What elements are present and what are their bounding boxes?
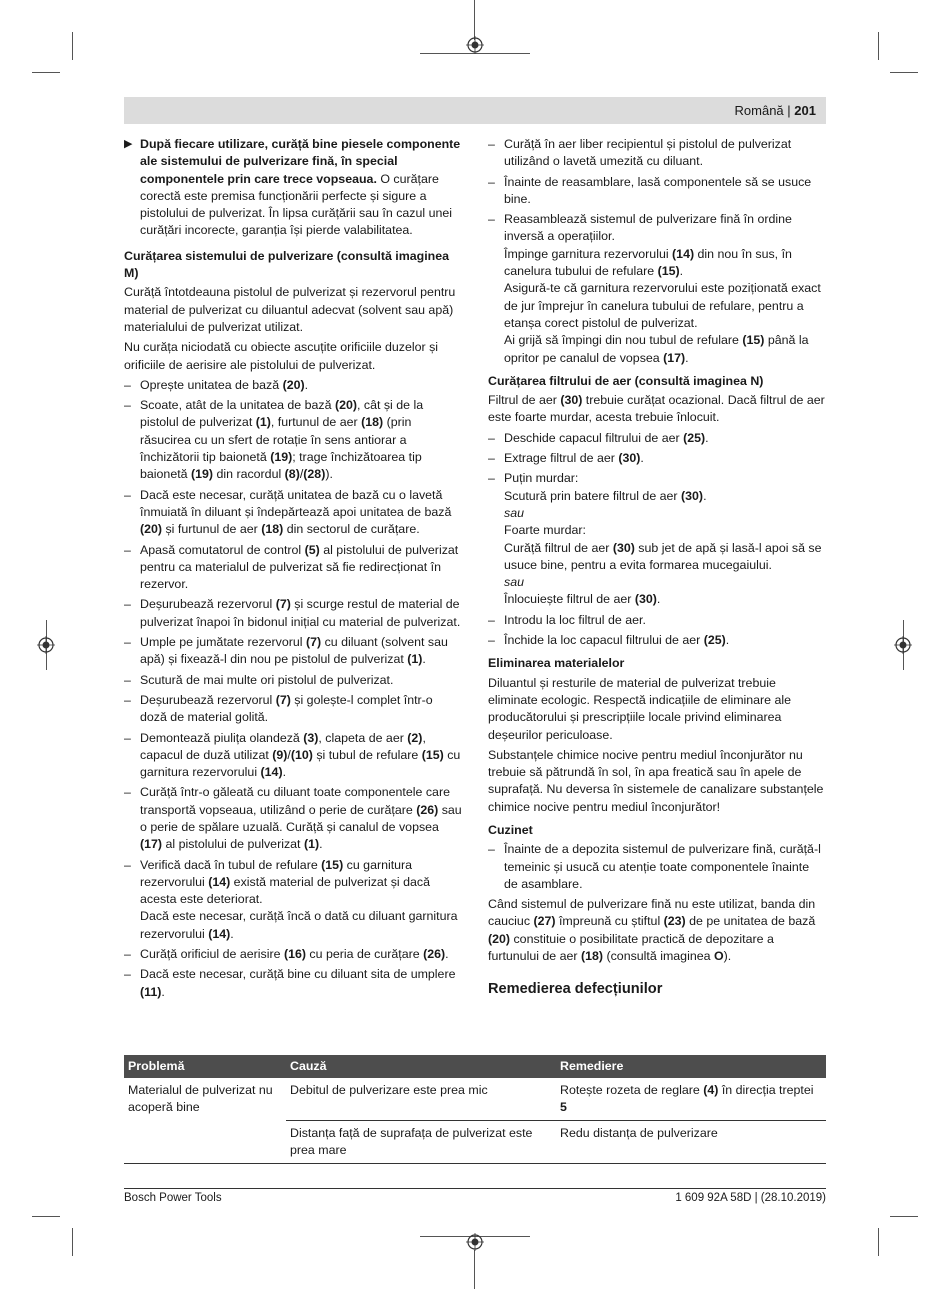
part-ref: (9) [272,747,288,762]
intro-rest: O curățare corectă este premisa funcționării perfecte și sigure a pistolului de pulverizat. În lipsa curățării sau în cazul unei curățări incorecte, garanția își pierde valabilitatea. [140,171,452,238]
cleaning-steps-list [124,377,462,1001]
text-run: , furtunul de aer [270,415,362,430]
text-run: sau o perie de spălare uzuală. Curăță și canalul de vopsea [140,802,462,834]
list-item-text [504,175,811,206]
list-item-text [504,431,709,445]
dash-bullet-icon: – [124,398,131,413]
part-ref: (15) [742,333,765,348]
part-ref: (17) [663,350,686,365]
section-heading-filter: Curățarea filtrului de aer (consultă imaginea N) [488,373,764,388]
list-item-text [504,842,821,891]
text-run: cu peria de curățare [305,947,424,962]
left-column [124,136,462,1004]
part-ref: (3) [303,730,319,745]
storage-steps-list [488,841,826,893]
text-run: Foarte murdar: [504,523,586,538]
table-cell-problem: Materialul de pulverizat nu acoperă bine [124,1078,286,1164]
list-item-text [140,858,458,941]
list-item-text [140,635,448,666]
list-item [488,136,826,171]
list-item-text [140,785,462,851]
part-ref: (7) [305,635,322,650]
troubleshooting-table [124,1055,826,1164]
text-run: din racordul [213,467,285,482]
text-run: . [161,984,165,999]
list-item [488,632,826,649]
text-run: cu diluant (solvent sau apă) și fixează-l din nou pe pistolul de pulverizat [140,635,448,667]
list-item [124,397,462,483]
text-run: de pe unitatea de bază [685,914,816,929]
list-item [488,470,826,608]
text-run: Redu distanța de pulverizare [560,1126,718,1140]
list-item [124,966,462,1001]
footer-brand: Bosch Power Tools [124,1192,222,1204]
text-run: și golește-l complet într-o doză de material golită. [140,692,433,725]
text-run: Apasă comutatorul de control [140,542,305,557]
part-ref: (18) [581,949,604,964]
list-item [124,634,462,669]
part-ref: (20) [140,522,163,537]
part-ref: (20) [282,377,305,392]
text-run: Curăță într-o găleată cu diluant toate componentele care transportă vopseaua, utilizând o perie de curățare [140,785,450,817]
list-item [124,692,462,727]
table-row [124,1078,826,1121]
part-ref: (18) [261,522,284,537]
dash-bullet-icon: – [124,692,131,707]
list-item-text [504,137,791,168]
part-ref: (20) [334,398,357,413]
text-run: / [299,467,304,482]
text-run: . [230,926,234,941]
dash-bullet-icon: – [488,174,495,189]
part-ref: (19) [270,450,293,465]
text-run: Scoate, atât de la unitatea de bază [140,398,335,413]
list-item-text [504,633,729,647]
text-run: (consultă imaginea [603,949,714,964]
intro-bold: După fiecare utilizare, curăță bine piesele componente ale sistemului de pulverizare fină, în special componentele prin care trece vopseaua. [140,137,461,186]
part-ref: (7) [275,597,291,612]
part-ref: (30) [681,488,704,503]
footer-doc-number: 1 609 92A 58D | (28.10.2019) [675,1192,826,1204]
text-run: cu garnitura rezervorului [140,857,413,889]
list-item [488,174,826,209]
header-text [735,103,816,118]
part-ref: (14) [208,874,231,889]
dash-bullet-icon: – [124,542,131,557]
crop-mark [474,1250,475,1289]
dash-bullet-icon: – [488,430,495,445]
part-ref: (23) [663,914,686,929]
text-run: Asigură-te că garnitura rezervorului este poziționată exact de jur împrejur în canelura tubului de refulare, pentru a etanșa corect pistolul de pulverizat. [504,281,821,330]
text-run: . [304,377,309,392]
column-header: Problemă [124,1055,286,1078]
text-run: al pistolului de pulverizat pentru ca materialul de pulverizat să fie redirecționat în rezervor. [140,542,459,592]
paragraph: Curăță întotdeauna pistolul de pulverizat și rezervorul pentru material de pulverizat cu diluantul adecvat (solvent sau apă) materialului de pulverizat utilizat. [124,285,456,334]
text-run: Înainte de a depozita sistemul de pulverizare fină, curăță-l temeinic și usucă cu atenție toate componentele înainte de asamblare. [504,842,821,891]
list-item [124,596,462,631]
list-item [124,377,462,394]
list-item-text [140,673,393,687]
list-item-text [140,543,458,592]
text-run: ). [723,949,732,964]
section-heading-cleaning: Curățarea sistemului de pulverizare (consultă imaginea M) [124,248,450,281]
text-run: Când sistemul de pulverizare fină nu este utilizat, banda din cauciuc [488,897,816,929]
text-run: . [705,430,709,445]
text-run: Deșurubează rezervorul [140,597,276,612]
dash-bullet-icon: – [124,377,131,392]
part-ref: (30) [612,540,635,555]
part-ref: (1) [407,652,423,667]
text-run: Introdu la loc filtrul de aer. [504,612,646,627]
text-run: (prin răsucirea cu un sfert de rotație în sens antiorar a închizătorii tip baionetă [140,415,412,465]
crop-mark [890,1216,918,1217]
text-run: Ai grijă să împingi din nou tubul de refulare [504,333,743,348]
text-run: Împinge garnitura rezervorului [504,246,673,261]
dash-bullet-icon: – [124,857,131,872]
bullet-arrow-icon: ▶ [124,138,133,150]
text-run: . [685,350,689,365]
column-header: Cauză [286,1055,556,1078]
crop-mark [474,0,475,40]
text-run: împreună cu știftul [555,914,664,929]
list-item [124,784,462,853]
dash-bullet-icon: – [488,451,495,466]
list-item-text [504,471,822,606]
text-run: . [703,488,707,503]
text-run: Deschide capacul filtrului de aer [504,430,684,445]
part-ref: (25) [683,430,706,445]
text-run: al pistolului de pulverizat [162,837,304,852]
header-separator: | [787,103,791,118]
paragraph [488,896,826,965]
text-run: Dacă este necesar, curăță bine cu diluant sita de umplere [140,967,456,982]
table-header-row [124,1055,826,1078]
text-run: Filtrul de aer [488,393,561,408]
part-ref: (26) [423,947,446,962]
paragraph: Nu curăța niciodată cu obiecte ascuțite orificiile duzelor și orificiile de aerisire ale pistolului de pulverizat. [124,340,439,372]
registration-mark-icon [466,36,484,54]
part-ref: (17) [140,837,163,852]
crop-mark [878,1228,879,1256]
part-ref: (26) [416,802,439,817]
list-item-text [140,488,451,537]
part-ref: (30) [560,393,583,408]
text-run: Dacă este necesar, curăță unitatea de bază cu o lavetă înmuiată în diluant și îndepărtează apoi unitatea de bază [140,487,452,519]
text-run: până la opritor pe canalul de vopsea [504,333,809,365]
text-run: Oprește unitatea de bază [140,377,283,392]
text-run: , capacul de duză utilizat [140,730,426,762]
list-item [124,946,462,963]
part-ref: (25) [703,633,726,648]
part-ref: (27) [533,914,556,929]
alt-word: sau [504,505,524,520]
list-item-text [140,378,308,392]
dash-bullet-icon: – [124,635,131,650]
part-ref: (7) [275,692,291,707]
dash-bullet-icon: – [488,212,495,227]
part-ref: (16) [283,947,306,962]
text-run: constituie o posibilitate practică de depozitare a furtunului de aer [488,931,774,964]
text-run: Demontează piulița olandeză [140,730,304,745]
list-item [488,612,826,629]
text-run: / [287,747,291,762]
dash-bullet-icon: – [124,947,131,962]
part-ref: (20) [488,931,511,946]
part-ref: (1) [255,415,271,430]
text-run: din sectorul de curățare. [283,522,420,537]
part-ref: (19) [190,467,214,482]
text-run: din nou în sus, în canelura tubului de refulare [504,246,792,279]
text-run: Umple pe jumătate rezervorul [140,635,306,650]
dash-bullet-icon: – [488,633,495,648]
part-ref: (14) [260,765,283,780]
crop-mark [32,72,60,73]
dash-bullet-icon: – [124,785,131,800]
list-item [124,542,462,594]
text-run: . [656,592,661,607]
part-ref: (14) [672,246,695,261]
text-run: . [640,451,644,466]
part-ref: (5) [304,542,320,557]
dash-bullet-icon: – [488,471,495,486]
paragraph [488,392,826,427]
list-item-text [140,967,455,998]
text-run: Închide la loc capacul filtrului de aer [504,633,704,648]
list-item [124,487,462,539]
text-run: Verifică dacă în tubul de refulare [140,857,322,872]
list-item-text [140,731,460,780]
list-item-text [504,451,644,465]
table-cell-remedy [556,1121,826,1164]
table-cell-cause: Debitul de pulverizare este prea mic [286,1078,556,1121]
text-run: Curăță filtrul de aer [504,540,613,555]
part-ref: (8) [284,467,300,482]
page-number: 201 [794,103,816,118]
text-run: ). [325,467,333,482]
crop-mark [32,1216,60,1217]
text-run: cu garnitura rezervorului [140,747,461,780]
text-run: Curăță în aer liber recipientul și pistolul de pulverizat utilizând o lavetă umezită cu diluant. [504,137,792,169]
text-run: și furtunul de aer [162,522,262,537]
text-run: . [282,765,287,780]
text-run: Înainte de reasamblare, lasă componentele să se usuce bine. [504,174,812,206]
paragraph: Diluantul și resturile de material de pulverizat trebuie eliminate ecologic. Respectă indicațiile de eliminare ale producătorului și prescripțiile locale privind eliminarea deșeurilor periculoase. [488,675,792,742]
text-run: și tubul de refulare [312,747,422,762]
crop-mark [72,1228,73,1256]
header-language: Română [734,103,784,118]
list-item [488,211,826,367]
list-item [488,450,826,467]
part-ref: O [713,949,724,964]
dash-bullet-icon: – [488,612,495,627]
crop-mark [72,32,73,60]
part-ref: (10) [290,747,313,762]
text-run: Dacă este necesar, curăță încă o dată cu diluant garnitura rezervorului [140,909,458,941]
part-ref: 5 [560,1100,567,1114]
registration-mark-icon [37,636,55,654]
text-run: . [319,837,323,852]
part-ref: (15) [321,857,344,872]
part-ref: (28) [303,467,326,482]
list-item [488,841,826,893]
crop-mark [878,32,879,60]
list-item-text [140,693,433,724]
dash-bullet-icon: – [124,967,131,982]
part-ref: (2) [407,730,423,745]
text-run: trebuie curățat ocazional. Dacă filtrul de aer este foarte murdar, acesta trebuie înlocuit. [488,393,825,425]
text-run: Puțin murdar: [504,471,579,486]
table-cell-cause: Distanța față de suprafața de pulverizat este prea mare [286,1121,556,1164]
section-heading-disposal: Eliminarea materialelor [488,656,625,671]
page-header [124,97,826,124]
dash-bullet-icon: – [488,842,495,857]
part-ref: (18) [361,415,384,430]
text-run: și scurge restul de material de pulverizat înapoi în bidonul inițial cu material de pulverizat. [140,597,461,629]
list-item-text [504,212,821,364]
section-heading-troubleshooting: Remedierea defecțiunilor [488,981,663,998]
part-ref: (30) [618,451,641,466]
text-run: Curăță orificiul de aerisire [140,947,284,962]
list-item [488,430,826,447]
part-ref: (1) [303,837,320,852]
text-run: în direcția treptei [718,1083,814,1097]
paragraph: Substanțele chimice nocive pentru mediul înconjurător nu trebuie să pătrundă în sol, în apa freatică sau în apele de suprafață. Nu deversa în sistemele de canalizare substanțele chimice nocive pentru mediul înconjurător! [488,747,824,814]
registration-mark-icon [894,636,912,654]
text-run: , clapeta de aer [318,730,408,745]
crop-mark [890,72,918,73]
list-item-text [140,947,449,961]
section-heading-storage: Cuzinet [488,822,533,837]
text-run: sub jet de apă și lasă-l apoi să se usuce bine, pentru a evita formarea mucegaiului. [504,540,822,572]
registration-mark-icon [466,1233,484,1251]
text-run: Extrage filtrul de aer [504,451,619,466]
alt-word: sau [504,575,524,590]
text-run: . [725,633,730,648]
part-ref: (14) [208,926,231,941]
list-item [124,857,462,943]
text-run: , cât și de la pistolul de pulverizat [140,398,424,430]
list-item-text [140,398,423,481]
text-run: Scutură de mai multe ori pistolul de pulverizat. [140,672,394,687]
dash-bullet-icon: – [124,487,131,502]
dash-bullet-icon: – [124,672,131,687]
text-run: . [445,947,449,962]
intro-warning [124,136,462,240]
list-item-text [140,597,460,628]
part-ref: (4) [703,1083,719,1097]
text-run: Reasamblează sistemul de pulverizare fină în ordine inversă a operațiilor. [504,212,792,244]
text-run: Înlocuiește filtrul de aer [504,592,635,607]
part-ref: (15) [657,264,680,279]
dash-bullet-icon: – [124,730,131,745]
part-ref: (30) [634,592,657,607]
text-run: Scutură prin batere filtrul de aer [504,488,682,503]
part-ref: (15) [421,747,444,762]
table-cell-remedy [556,1078,826,1121]
text-run: Deșurubează rezervorul [140,692,276,707]
list-item [124,730,462,782]
part-ref: (11) [140,984,162,999]
reassembly-steps-list [488,136,826,367]
filter-steps-list [488,430,826,650]
footer-divider [124,1188,826,1189]
column-header: Remediere [556,1055,826,1078]
list-item [124,672,462,689]
dash-bullet-icon: – [488,137,495,151]
text-run: . [422,652,426,667]
text-run: Rotește rozeta de reglare [560,1083,704,1097]
text-run: există material de pulverizat și dacă acesta este deteriorat. [140,874,430,907]
text-run: ; trage închizătoarea tip baionetă [140,450,422,482]
text-run: . [679,264,684,279]
dash-bullet-icon: – [124,597,131,612]
right-column [488,136,826,1003]
list-item-text [504,613,646,627]
